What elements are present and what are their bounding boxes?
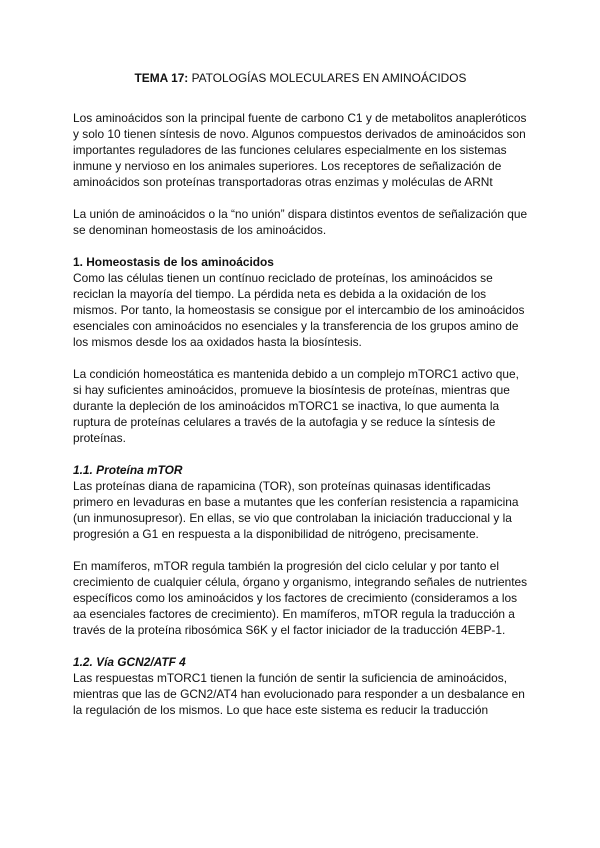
section-heading-mtor: 1.1. Proteína mTOR xyxy=(73,463,183,477)
section-mtor xyxy=(73,462,528,638)
section-homeostasis xyxy=(73,254,528,446)
title-text: PATOLOGÍAS MOLECULARES EN AMINOÁCIDOS xyxy=(191,71,467,85)
title-label: TEMA 17: xyxy=(134,71,189,85)
mtor-paragraph-2: En mamíferos, mTOR regula también la progresión del ciclo celular y por tanto el crecimiento de cualquier célula, órgano y organismo, integrando señales de nutrientes específicos como los aminoácidos y los factores de crecimiento (consideramos a los aa esenciales factores de crecimiento). En mamíferos, mTOR regula la traducción a través de la proteína ribosómica S6K y el factor iniciador de la traducción 4EBP-1. xyxy=(73,559,528,637)
mtor-paragraph-1: Las proteínas diana de rapamicina (TOR), son proteínas quinasas identificadas primero en levaduras en base a mutantes que les conferían resistencia a rapamicina (un inmunosupresor). En ellas, se vio que controlaban la iniciación traduccional y la progresión a G1 en respuesta a la disponibilidad de nitrógeno, precisamente. xyxy=(73,479,519,541)
homeostasis-paragraph-1: Como las células tienen un contínuo reciclado de proteínas, los aminoácidos se reciclan la mayoría del tiempo. La pérdida neta es debida a la oxidación de los mismos. Por tanto, la homeostasis se consigue por el intercambio de los aminoácidos esenciales con aminoácidos no esenciales y la transferencia de los grupos amino de los mismos desde los aa oxidados hasta la biosíntesis. xyxy=(73,271,525,349)
section-gcn2 xyxy=(73,654,528,718)
section-heading-homeostasis: 1. Homeostasis de los aminoácidos xyxy=(73,255,274,269)
section-heading-gcn2: 1.2. Vía GCN2/ATF 4 xyxy=(73,655,186,669)
document-title xyxy=(73,70,528,86)
gcn2-paragraph-1: Las respuestas mTORC1 tienen la función de sentir la suficiencia de aminoácidos, mientras que las de GCN2/AT4 han evolucionado para responder a un desbalance en la regulación de los mismos. Lo que hace este sistema es reducir la traducción xyxy=(73,671,525,717)
intro-paragraph-2: La unión de aminoácidos o la “no unión” dispara distintos eventos de señalización que se denominan homeostasis de los aminoácidos. xyxy=(73,207,528,237)
intro-paragraph-1: Los aminoácidos son la principal fuente de carbono C1 y de metabolitos anapleróticos y solo 10 tienen síntesis de novo. Algunos compuestos derivados de aminoácidos son importantes reguladores de las funciones celulares especialmente en los sistemas inmune y nervioso en los animales superiores. Los receptores de señalización de aminoácidos son proteínas transportadoras otras enzimas y moléculas de ARNt xyxy=(73,111,527,189)
homeostasis-paragraph-2: La condición homeostática es mantenida debido a un complejo mTORC1 activo que, si hay suficientes aminoácidos, promueve la biosíntesis de proteínas, mientras que durante la depleción de los aminoácidos mTORC1 se inactiva, lo que aumenta la ruptura de proteínas celulares a través de la autofagia y se reduce la síntesis de proteínas. xyxy=(73,367,519,445)
document-page xyxy=(73,70,528,734)
